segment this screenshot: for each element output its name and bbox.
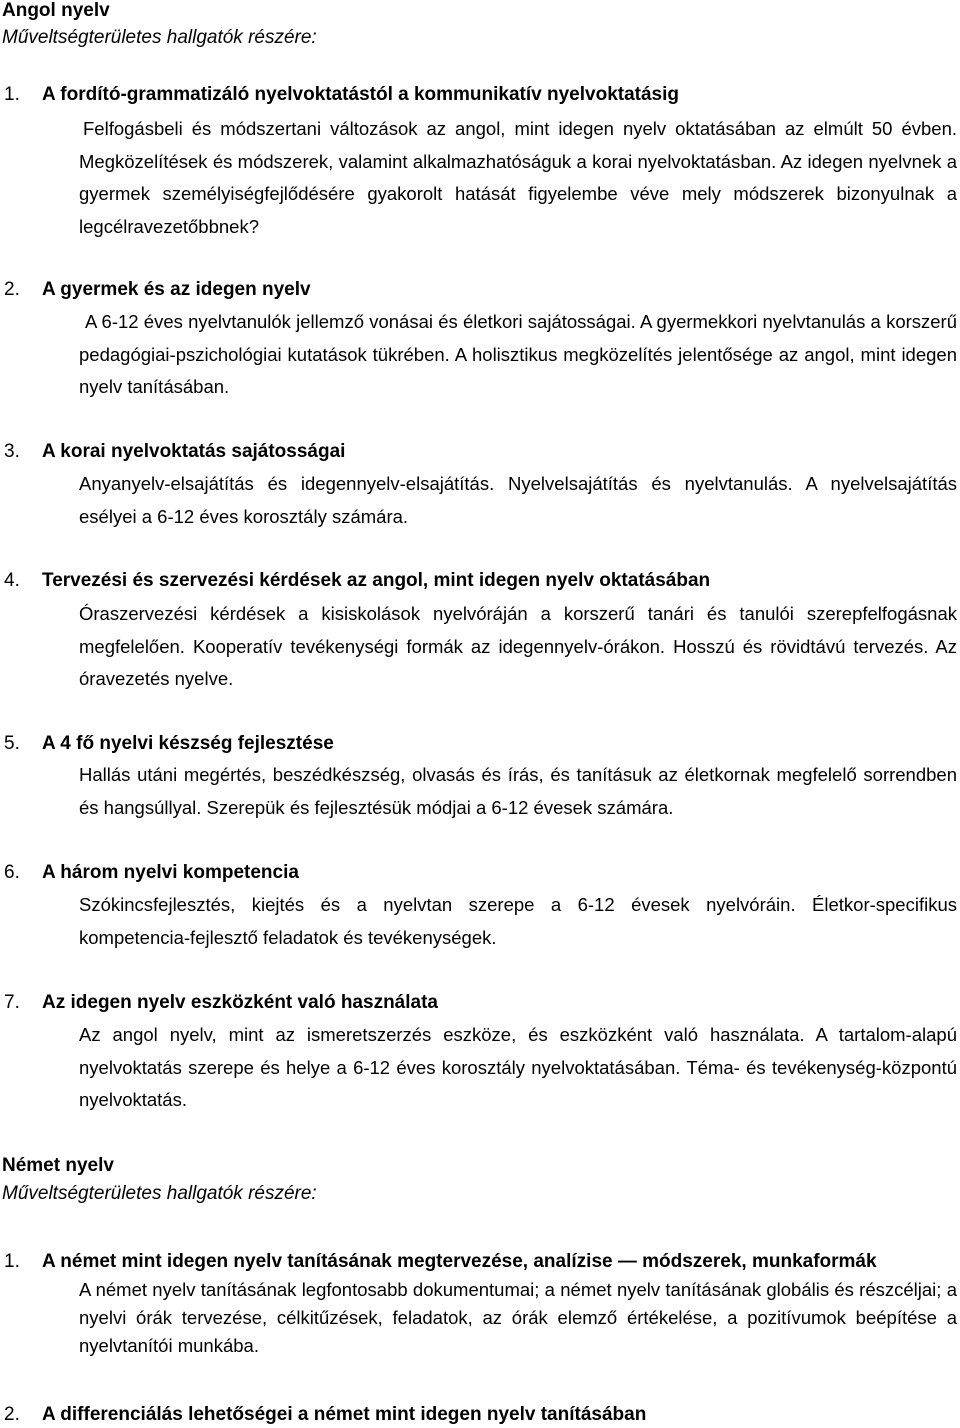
item-body [79, 1019, 957, 1117]
item-body [79, 759, 957, 824]
item-body-sentence: Téma- és tevékenység-központú nyelvoktatás. [79, 1056, 958, 1110]
item-body-sentence: Az angol nyelv, mint az ismeretszerzés eszköze, és eszközként való használata. [79, 1024, 805, 1045]
item-body-sentence: Óraszervezési kérdések a kisiskolások nyelvóráján a korszerű tanári és tanulói szerepfelfogásnak megfelelően. [79, 603, 957, 657]
item-title: Tervezési és szervezési kérdések az angol, mint idegen nyelv oktatásában [42, 570, 711, 591]
section-heading-german: Német nyelv [2, 1155, 114, 1176]
item-body-sentence: A tartalom-alapú nyelvoktatás szerepe és helye a 6-12 éves korosztály nyelvoktatásában. [79, 1024, 957, 1078]
item-body-sentence: A gyermekkori nyelvtanulás a korszerű pedagógiai-pszichológiai kutatások tükrében. [79, 311, 958, 365]
item-body [79, 468, 957, 533]
item-body [79, 113, 957, 243]
item-title: A differenciálás lehetőségei a német mint idegen nyelv tanításában [42, 1404, 647, 1425]
item-body-sentence: A 6-12 éves nyelvtanulók jellemző vonásai és életkori sajátosságai. [85, 311, 636, 332]
item-body-sentence: Szókincsfejlesztés, kiejtés és a nyelvtan szerepe a 6-12 évesek nyelvóráin. [79, 894, 796, 915]
item-body-sentence: Az idegen nyelvnek a gyermek személyiségfejlődésére gyakorolt hatását figyelembe véve mely módszerek bizonyulnak a legcélravezetőbbnek? [79, 150, 957, 237]
item-title: A fordító-grammatizáló nyelvoktatástól a kommunikatív nyelvoktatásig [42, 84, 680, 105]
item-body-sentence: Az óravezetés nyelve. [79, 635, 957, 689]
item-title: A három nyelvi kompetencia [42, 862, 299, 883]
section-heading-english: Angol nyelv [2, 0, 110, 21]
item-title: Az idegen nyelv eszközként való használata [42, 992, 438, 1013]
item-body-sentence: A holisztikus megközelítés jelentősége az angol, mint idegen nyelv tanításában. [79, 343, 957, 397]
item-title: A német mint idegen nyelv tanításának megtervezése, analízise — módszerek, munkaformák [42, 1251, 877, 1272]
item-body [79, 598, 957, 696]
item-body-sentence: Életkor-specifikus kompetencia-fejlesztő feladatok és tevékenységek. [79, 894, 957, 948]
item-body-sentence: Szerepük és fejlesztésük módjai a 6-12 évesek számára. [206, 796, 674, 818]
item-number: 2. [4, 279, 20, 300]
item-title: A 4 fő nyelvi készség fejlesztése [42, 733, 334, 754]
item-number: 2. [4, 1404, 20, 1425]
item-body [79, 306, 957, 404]
item-body-sentence: Hosszú és rövidtávú tervezés. [673, 635, 929, 657]
item-number: 1. [4, 1251, 20, 1272]
section-subheading-english: Műveltségterületes hallgatók részére: [2, 27, 317, 48]
item-number: 5. [4, 733, 20, 754]
item-body-sentence: Anyanyelv-elsajátítás és idegennyelv-elsajátítás. [79, 473, 495, 494]
item-body-sentence: Hallás utáni megértés, beszédkészség, olvasás és írás, és tanításuk az életkornak megfelelő sorrendben és hangsúllyal. [79, 764, 957, 818]
item-body-sentence: A nyelvelsajátítás esélyei a 6-12 éves korosztály számára. [79, 473, 958, 527]
item-body-sentence: Nyelvelsajátítás és nyelvtanulás. [508, 473, 793, 494]
item-body-sentence: A német nyelv tanításának legfontosabb dokumentumai; a német nyelv tanításának globális és részcéljai; a nyelvi órák tervezése, célkitűzések, feladatok, az órák elemző értékelése, a pozitívumok beépítése a nyelvtanítói munkába. [79, 1279, 957, 1356]
item-number: 1. [4, 84, 20, 105]
item-title: A korai nyelvoktatás sajátosságai [42, 441, 346, 462]
item-number: 7. [4, 992, 20, 1013]
item-body-sentence: Kooperatív tevékenységi formák az idegennyelv-órákon. [192, 635, 666, 657]
item-number: 3. [4, 441, 20, 462]
item-body-sentence: Felfogásbeli és módszertani változások az angol, mint idegen nyelv oktatásában az elmúlt 50 évben. [83, 118, 957, 139]
item-body-sentence: Megközelítések és módszerek, valamint alkalmazhatóságuk a korai nyelvoktatásban. [79, 150, 777, 172]
item-body [79, 889, 957, 954]
section-subheading-german: Műveltségterületes hallgatók részére: [2, 1183, 317, 1204]
item-body [79, 1276, 957, 1360]
item-number: 4. [4, 570, 20, 591]
item-number: 6. [4, 862, 20, 883]
item-title: A gyermek és az idegen nyelv [42, 279, 311, 300]
